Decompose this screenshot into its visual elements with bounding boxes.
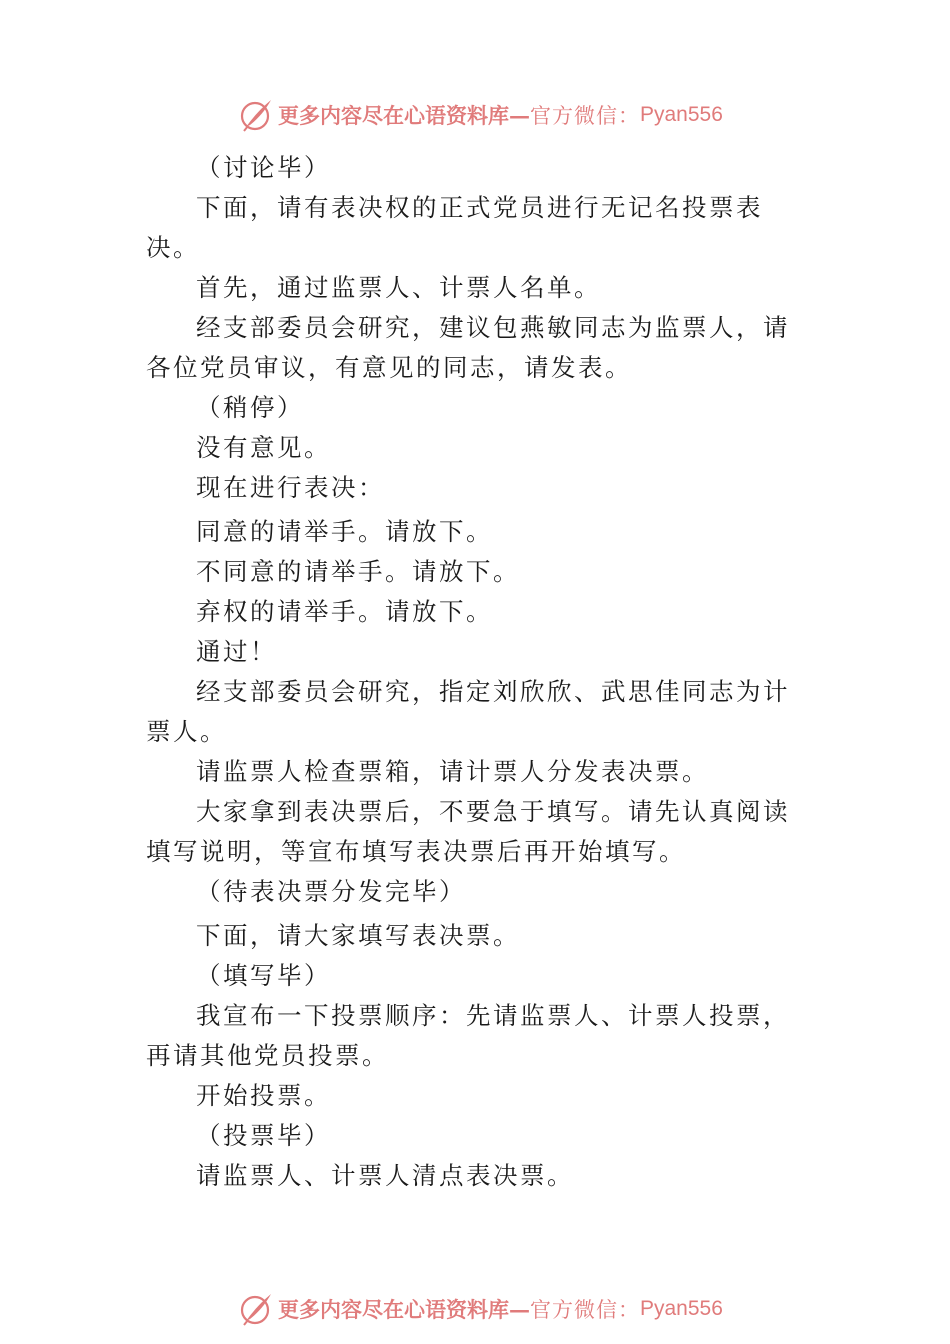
paragraph: 下面，请大家填写表决票。 [196,921,520,950]
document-body [146,148,810,1196]
paragraph: （投票毕） [196,1121,331,1150]
banner-wechat-label: 官方微信： [530,104,640,128]
quill-pen-logo-icon [238,1291,274,1327]
paragraph: 弃权的请举手。请放下。 [196,597,493,626]
paragraph: （待表决票分发完毕） [196,877,466,906]
paragraph: （讨论毕） [196,153,331,182]
paragraph: 不同意的请举手。请放下。 [196,557,520,586]
paragraph: 通过！ [196,637,277,666]
paragraph: 没有意见。 [196,433,331,462]
header-banner [238,95,723,135]
banner-text: 更多内容尽在心语资料库— [278,103,530,128]
paragraph: 我宣布一下投票顺序：先请监票人、计票人投票，再请其他党员投票。 [146,1001,790,1070]
paragraph: 经支部委员会研究，建议包燕敏同志为监票人，请各位党员审议，有意见的同志，请发表。 [146,313,790,382]
paragraph: （填写毕） [196,961,331,990]
paragraph: 请监票人、计票人清点表决票。 [196,1161,574,1190]
paragraph: 请监票人检查票箱，请计票人分发表决票。 [196,757,709,786]
banner-wechat-id: Pyan556 [640,103,723,126]
paragraph: 同意的请举手。请放下。 [196,517,493,546]
paragraph: （稍停） [196,393,304,422]
footer-banner [238,1289,723,1329]
banner-wechat-id: Pyan556 [640,1297,723,1320]
paragraph: 开始投票。 [196,1081,331,1110]
quill-pen-logo-icon [238,97,274,133]
paragraph: 现在进行表决： [196,473,385,502]
paragraph: 下面，请有表决权的正式党员进行无记名投票表决。 [146,193,763,262]
paragraph: 首先，通过监票人、计票人名单。 [196,273,601,302]
paragraph: 经支部委员会研究，指定刘欣欣、武思佳同志为计票人。 [146,677,790,746]
paragraph: 大家拿到表决票后，不要急于填写。请先认真阅读填写说明，等宣布填写表决票后再开始填写。 [146,797,790,866]
banner-text: 更多内容尽在心语资料库— [278,1297,530,1322]
banner-wechat-label: 官方微信： [530,1298,640,1322]
